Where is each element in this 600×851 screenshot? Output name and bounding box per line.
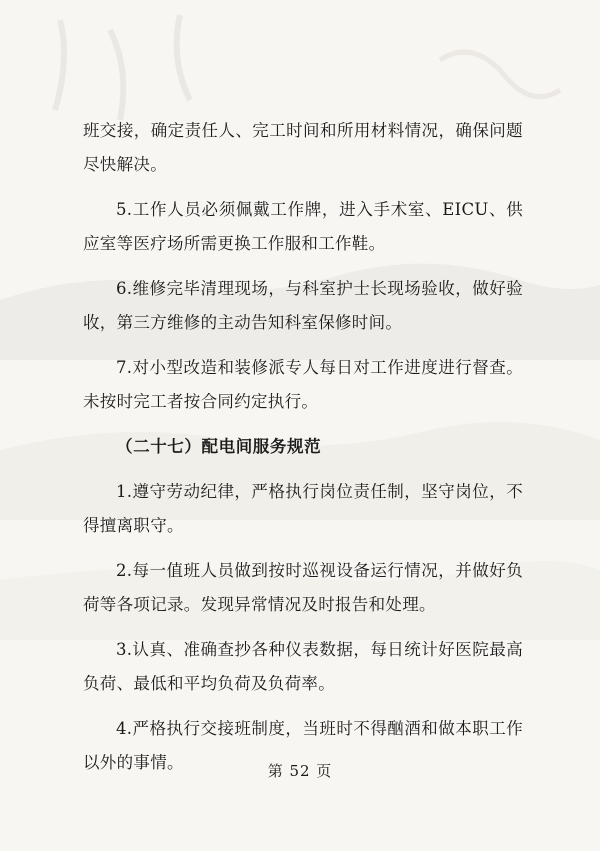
section-paragraph-3: 3.认真、准确查抄各种仪表数据，每日统计好医院最高负荷、最低和平均负荷及负荷率。 xyxy=(83,640,523,693)
section-heading: （二十七）配电间服务规范 xyxy=(116,437,322,456)
paragraph-item-6: 6.维修完毕清理现场，与科室护士长现场验收，做好验收，第三方维修的主动告知科室保修时间。 xyxy=(83,279,523,332)
page-number: 第 52 页 xyxy=(267,762,333,780)
paragraph-item-5: 5.工作人员必须佩戴工作牌，进入手术室、EICU、供应室等医疗场所需更换工作服和工作鞋。 xyxy=(83,200,523,253)
section-paragraph-1: 1.遵守劳动纪律，严格执行岗位责任制，坚守岗位，不得擅离职守。 xyxy=(83,482,523,535)
section-paragraph-2: 2.每一值班人员做到按时巡视设备运行情况，并做好负荷等各项记录。发现异常情况及时报告和处理。 xyxy=(83,561,523,614)
section-paragraph-4: 4.严格执行交接班制度，当班时不得酗酒和做本职工作以外的事情。 xyxy=(83,719,523,772)
paragraph-continuation: 班交接，确定责任人、完工时间和所用材料情况，确保问题尽快解决。 xyxy=(83,121,523,174)
paragraph-item-7: 7.对小型改造和装修派专人每日对工作进度进行督查。未按时完工者按合同约定执行。 xyxy=(83,358,523,411)
document-body xyxy=(83,114,523,791)
